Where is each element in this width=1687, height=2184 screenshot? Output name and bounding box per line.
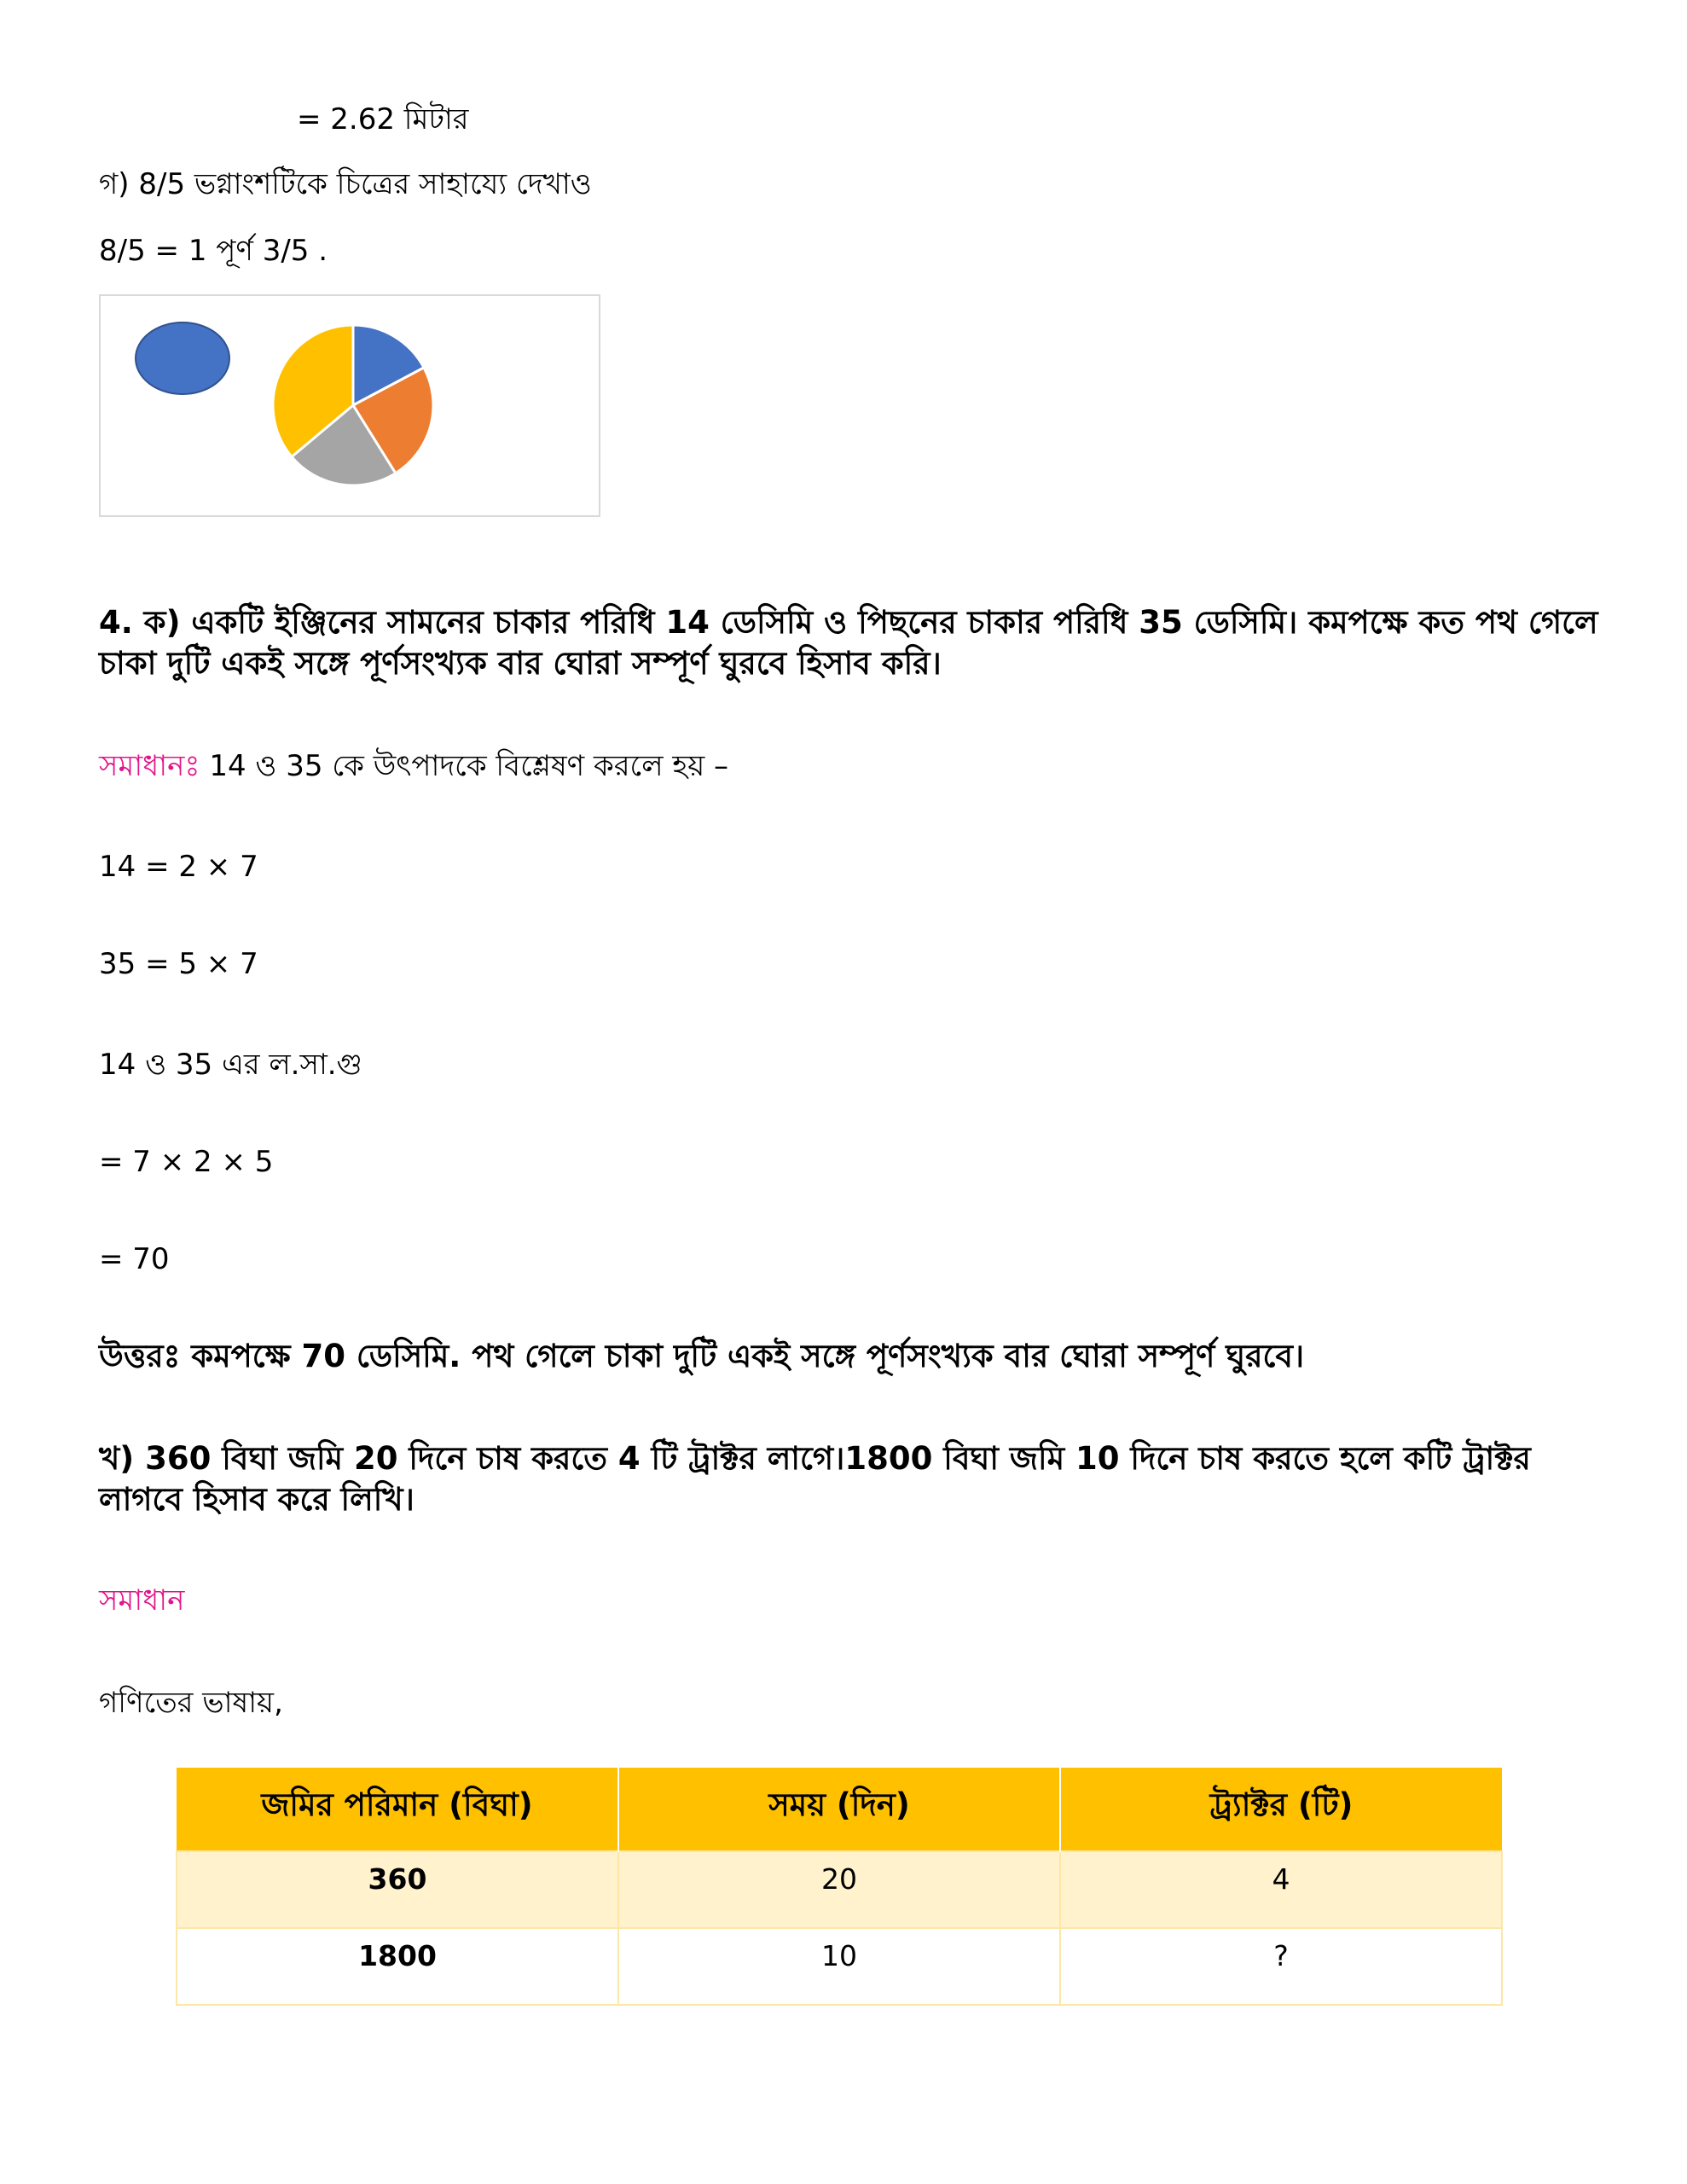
- step-5: = 70: [99, 1242, 170, 1276]
- table-cell: 360: [177, 1851, 618, 1928]
- solution-label: সমাধানঃ: [99, 749, 200, 783]
- header-tractor: ট্র্যাক্টর (টি): [1060, 1768, 1502, 1851]
- fraction-question: গ) 8/5 ভগ্নাংশটিকে চিত্রের সাহায্যে দেখাও: [99, 167, 592, 201]
- fraction-figure-svg: [101, 296, 602, 519]
- fraction-figure: [99, 294, 600, 517]
- data-table: [176, 1768, 1503, 2006]
- mixed-fraction-line: 8/5 = 1 পূর্ণ 3/5 .: [99, 234, 328, 268]
- solution-intro: 14 ও 35 কে উৎপাদকে বিশ্লেষণ করলে হয় –: [200, 749, 729, 783]
- whole-circle: [136, 322, 229, 394]
- header-land: জমির পরিমান (বিঘা): [177, 1768, 618, 1851]
- math-language-line: গণিতের ভাষায়,: [99, 1686, 283, 1720]
- table-cell: 1800: [177, 1928, 618, 2005]
- solution-line: [99, 747, 728, 785]
- step-1: 14 = 2 × 7: [99, 850, 258, 884]
- table-cell: 20: [618, 1851, 1060, 1928]
- table-cell: ?: [1060, 1928, 1502, 2005]
- table-cell: 4: [1060, 1851, 1502, 1928]
- result-line: = 2.62 মিটার: [297, 102, 469, 136]
- step-2: 35 = 5 × 7: [99, 947, 258, 981]
- question-4a: 4. ক) একটি ইঞ্জিনের সামনের চাকার পরিধি 14 ডেসিমি ও পিছনের চাকার পরিধি 35 ডেসিমি। কমপক্ষে কত পথ গেলে চাকা দুটি একই সঙ্গে পূর্ণসংখ্যক বার ঘোরা সম্পূর্ণ ঘুরবে হিসাব করি।: [99, 604, 1598, 682]
- table-row: [177, 1928, 1502, 2005]
- answer-4a: উত্তরঃ কমপক্ষে 70 ডেসিমি. পথ গেলে চাকা দুটি একই সঙ্গে পূর্ণসংখ্যক বার ঘোরা সম্পূর্ণ ঘুরবে।: [99, 1338, 1305, 1374]
- question-4b: খ) 360 বিঘা জমি 20 দিনে চাষ করতে 4 টি ট্রাক্টর লাগে।1800 বিঘা জমি 10 দিনে চাষ করতে হলে কটি ট্রাক্টর লাগবে হিসাব করে লিখি।: [99, 1440, 1531, 1518]
- pie-chart: [273, 325, 433, 485]
- table-header-row: [177, 1768, 1502, 1851]
- table-cell: 10: [618, 1928, 1060, 2005]
- step-4: = 7 × 2 × 5: [99, 1145, 274, 1179]
- step-3: 14 ও 35 এর ল.সা.গু: [99, 1048, 362, 1082]
- solution-b-label: সমাধান: [99, 1583, 185, 1618]
- header-time: সময় (দিন): [618, 1768, 1060, 1851]
- table-row: [177, 1851, 1502, 1928]
